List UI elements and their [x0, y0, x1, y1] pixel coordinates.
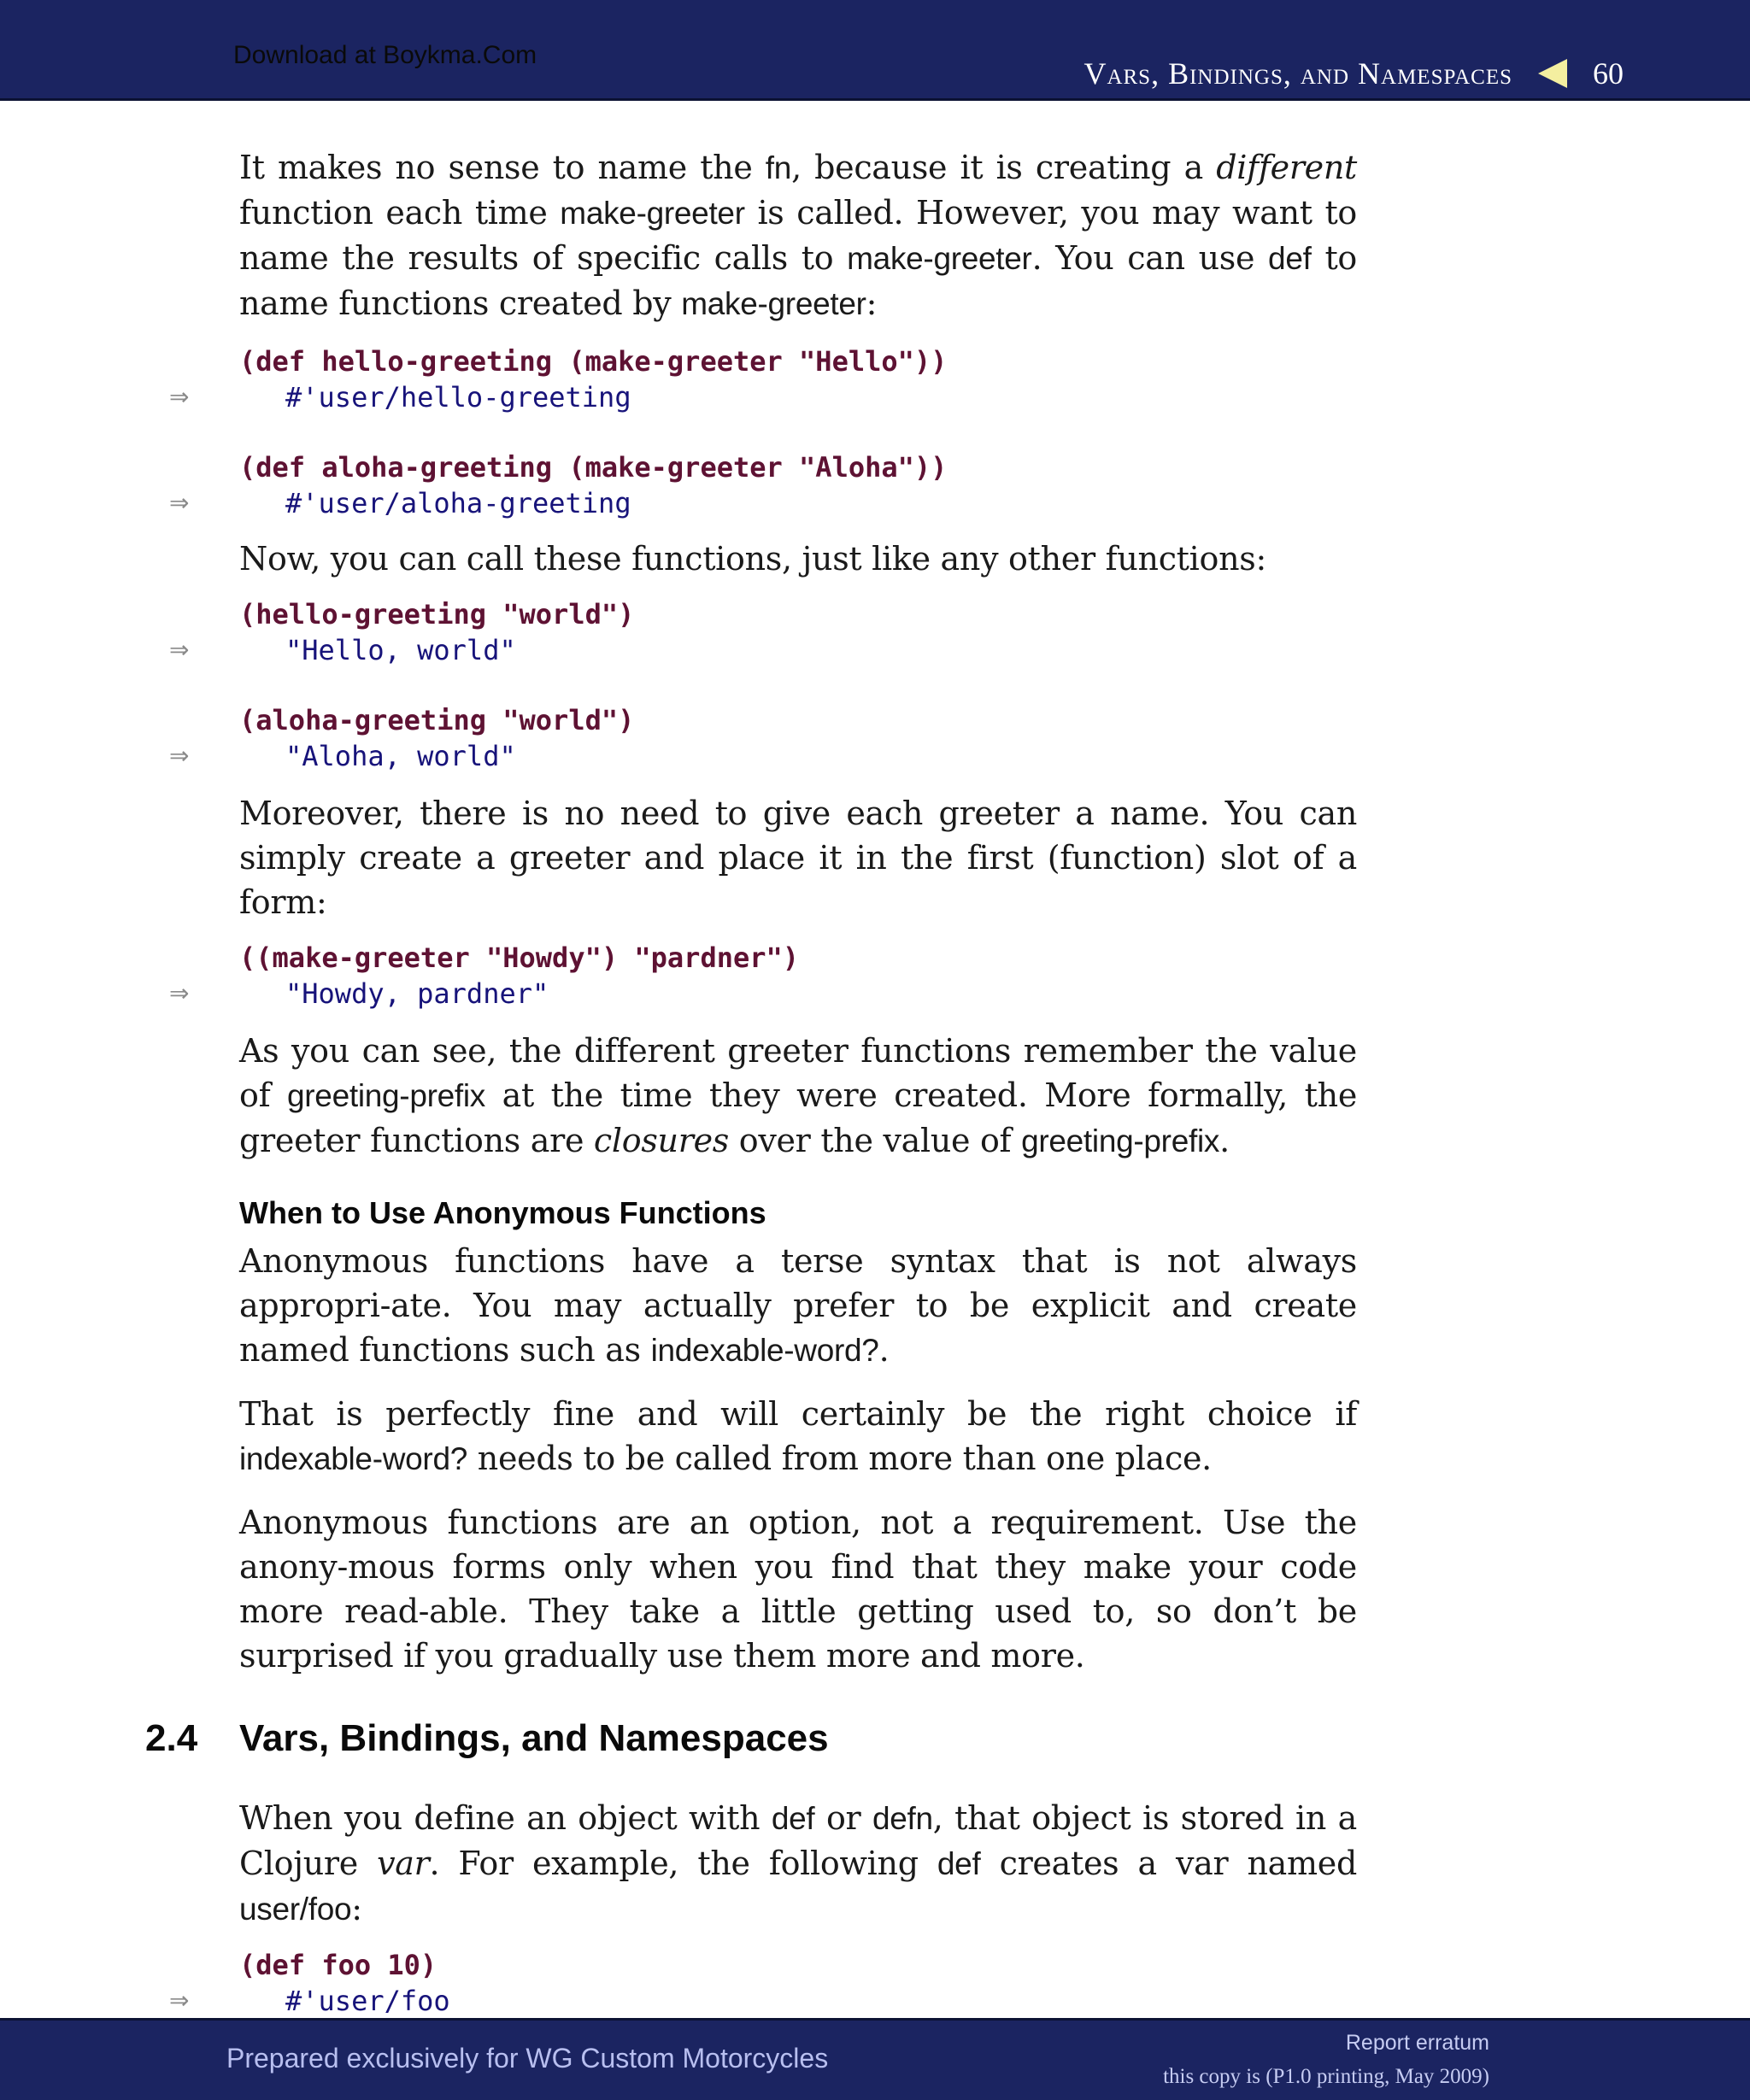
page-number: 60 [1593, 56, 1624, 91]
result-arrow-icon: ⇒ [169, 979, 190, 1007]
download-banner: Download at Boykma.Com [233, 41, 537, 69]
code-input: (def aloha-greeting (make-greeter "Aloha")) [239, 451, 948, 484]
code-input: (def hello-greeting (make-greeter "Hello")) [239, 345, 948, 378]
inline-code: make-greeter [847, 241, 1032, 276]
result-arrow-icon: ⇒ [169, 742, 190, 770]
code-block [169, 343, 1357, 521]
inline-code: def [1268, 241, 1312, 276]
subsection-heading: When to Use Anonymous Functions [239, 1195, 766, 1230]
footer-bar [0, 2018, 1750, 2100]
inline-code: greeting-prefix [287, 1078, 486, 1113]
code-input: (def foo 10) [239, 1949, 438, 1981]
inline-code: def [771, 1801, 815, 1836]
paragraph: Moreover, there is no need to give each greeter a name. You can simply create a greeter and place it in the first (function) slot of a form: [239, 795, 1357, 921]
report-erratum-link[interactable]: Report erratum [1345, 2031, 1489, 2055]
code-input: ((make-greeter "Howdy") "pardner") [239, 941, 800, 974]
paragraph: It makes no sense to name the fn, because it is creating a different function each time make-greeter is called. However, you may want to name the results of specific calls to make-greeter. You can use def to name functions created by make-greeter: [239, 149, 1358, 322]
result-arrow-icon: ⇒ [169, 489, 190, 517]
page-content [169, 145, 1358, 1678]
code-output: ⇒ #'user/aloha-greeting [169, 487, 631, 519]
inline-code: make-greeter [560, 196, 745, 231]
paragraph: That is perfectly fine and will certainly be the right choice if indexable-word? needs to be called from more than one place. [239, 1395, 1357, 1477]
section-content [169, 1796, 1357, 2019]
inline-code: greeting-prefix [1021, 1123, 1220, 1159]
code-output: ⇒ "Hello, world" [169, 634, 516, 666]
inline-code: user/foo [239, 1892, 352, 1927]
section-heading[interactable] [145, 1717, 829, 1760]
copy-info: this copy is (P1.0 printing, May 2009) [1163, 2065, 1489, 2088]
back-arrow-icon[interactable] [1538, 59, 1567, 88]
code-input: (aloha-greeting "world") [239, 704, 635, 736]
section-number: 2.4 [145, 1717, 198, 1759]
inline-code: make-greeter [681, 286, 866, 321]
inline-code: indexable-word? [650, 1333, 879, 1368]
inline-code: def [937, 1846, 981, 1881]
running-head [1083, 53, 1624, 94]
prepared-for: Prepared exclusively for WG Custom Motorcycles [226, 2043, 829, 2074]
inline-code: fn [765, 150, 792, 185]
result-arrow-icon: ⇒ [169, 1986, 190, 2015]
paragraph: As you can see, the different greeter functions remember the value of greeting-prefix at the time they were created. More formally, the greeter functions are closures over the value of greeting-prefix. [239, 1032, 1358, 1159]
paragraph: Anonymous functions have a terse syntax that is not always appropri-ate. You may actually prefer to be explicit and create named functions such as indexable-word?. [239, 1242, 1357, 1369]
code-output: ⇒ "Aloha, world" [169, 740, 516, 772]
code-block [169, 596, 1357, 774]
section-title: Vars, Bindings, and Namespaces [239, 1717, 829, 1759]
code-output: ⇒ "Howdy, pardner" [169, 977, 549, 1010]
code-output: ⇒ #'user/foo [169, 1985, 450, 2017]
result-arrow-icon: ⇒ [169, 636, 190, 664]
paragraph: Anonymous functions are an option, not a requirement. Use the anony-mous forms only when you find that they make your code more read-able. They take a little getting used to, so don’t be surprised if you gradually use them more and more. [239, 1504, 1357, 1675]
paragraph: Now, you can call these functions, just like any other functions: [239, 540, 1266, 578]
chapter-title[interactable]: Vars, Bindings, and Namespaces [1083, 56, 1512, 91]
code-block [169, 1947, 1357, 2019]
code-block [169, 940, 1357, 1012]
inline-code: indexable-word? [239, 1441, 468, 1476]
result-arrow-icon: ⇒ [169, 383, 190, 411]
paragraph: When you define an object with def or defn, that object is stored in a Clojure var. For example, the following def creates a var named user/foo: [239, 1799, 1357, 1927]
inline-code: defn [872, 1801, 933, 1836]
code-input: (hello-greeting "world") [239, 598, 635, 631]
code-output: ⇒ #'user/hello-greeting [169, 381, 631, 414]
header-bar [0, 0, 1750, 101]
